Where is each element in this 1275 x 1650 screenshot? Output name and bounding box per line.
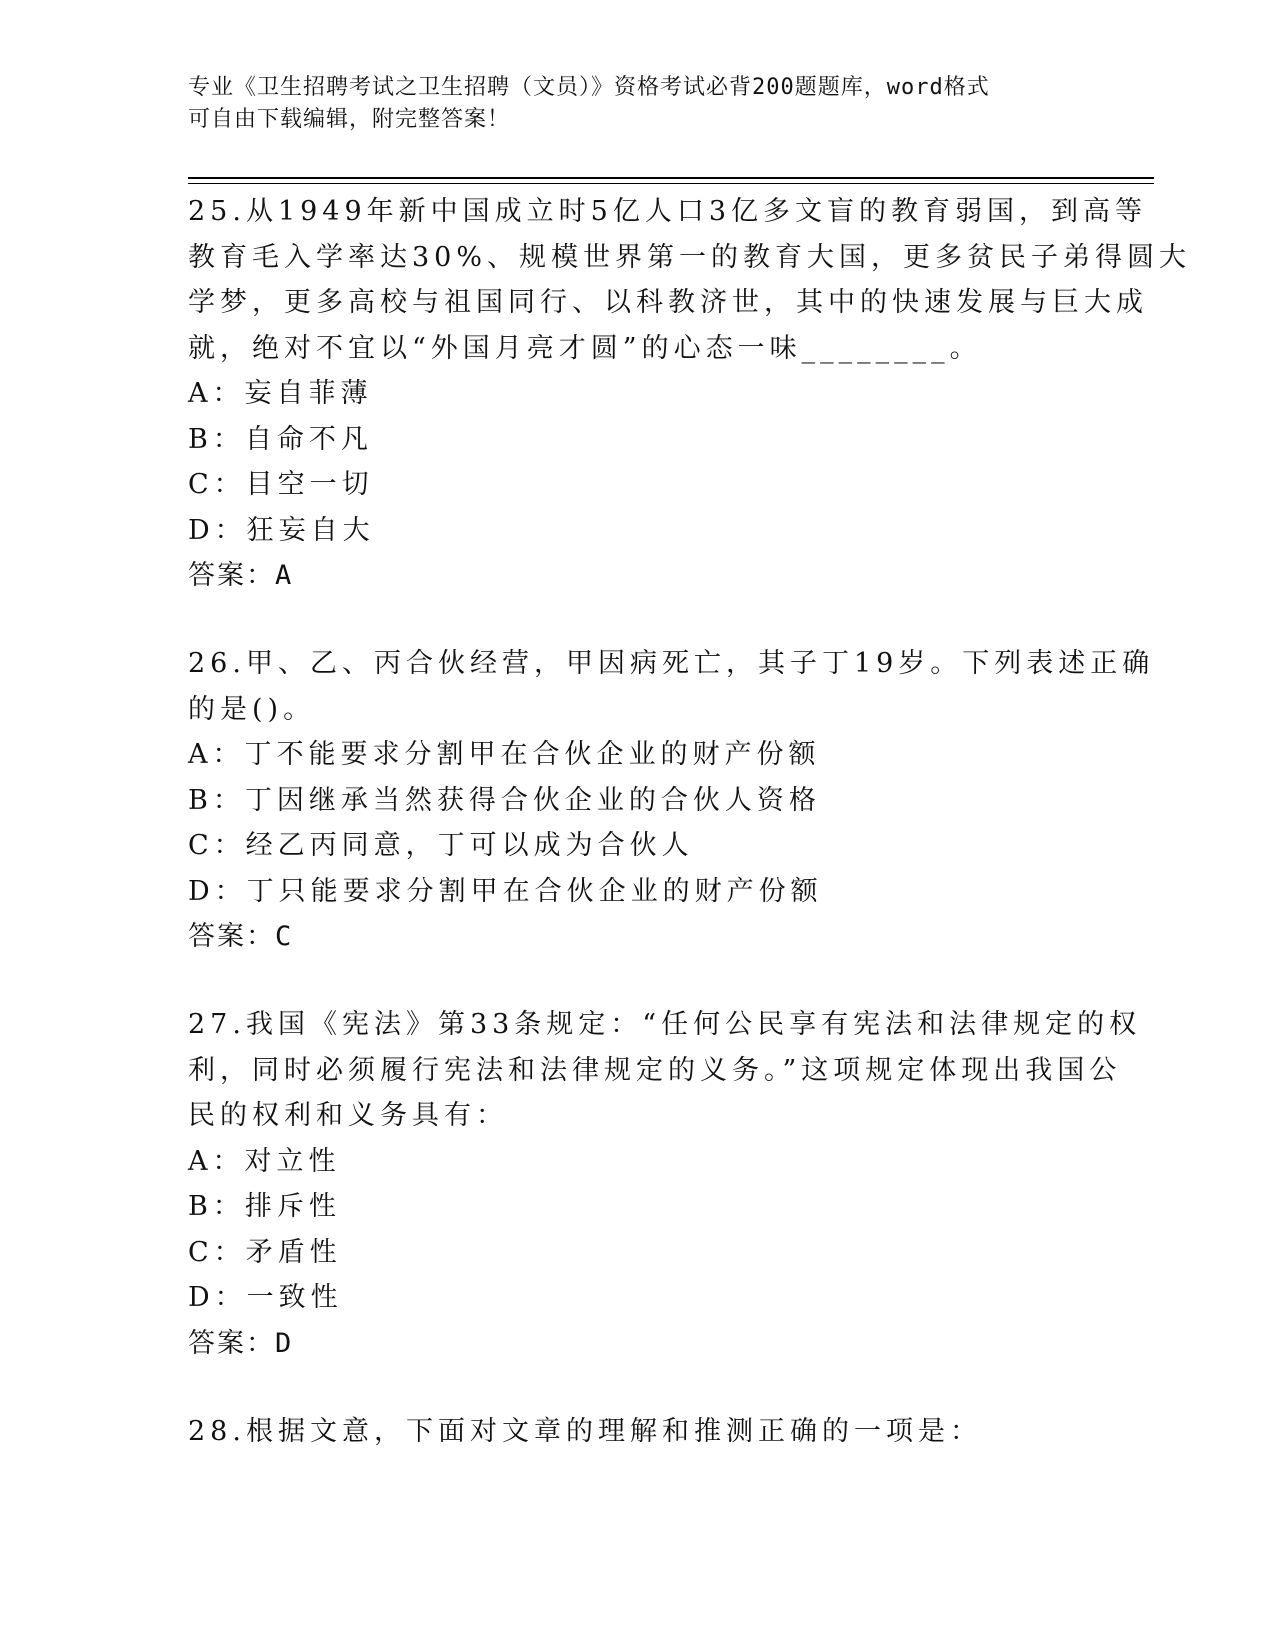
option-c: C：经乙丙同意，丁可以成为合伙人 (188, 830, 694, 861)
option-d: D：一致性 (188, 1282, 343, 1313)
header-divider-bottom (188, 183, 1154, 184)
question-stem-line: 25.从1949年新中国成立时5亿人口3亿多文盲的教育弱国，到高等 (188, 196, 1148, 227)
question-stem-line: 利，同时必须履行宪法和法律规定的义务。”这项规定体现出我国公 (188, 1054, 1122, 1086)
option-b: B：自命不凡 (188, 423, 373, 455)
option-d: D：丁只能要求分割甲在合伙企业的财产份额 (188, 875, 823, 907)
answer-label: 答案： (188, 921, 275, 952)
answer-value: C (275, 921, 294, 952)
question-28 (188, 1409, 1088, 1455)
option-d: D：狂妄自大 (188, 514, 375, 546)
answer-label: 答案： (188, 1327, 275, 1359)
question-27 (188, 1002, 1142, 1367)
answer-label: 答案： (188, 560, 275, 591)
question-stem-line: 就，绝对不宜以“外国月亮才圆”的心态一味________。 (188, 332, 982, 364)
answer-value: D (275, 1327, 294, 1359)
question-stem-line: 学梦，更多高校与祖国同行、以科教济世，其中的快速发展与巨大成 (188, 287, 1148, 318)
option-a: A：妄自菲薄 (188, 378, 373, 409)
answer-line (188, 1321, 1088, 1367)
option-a: A：丁不能要求分割甲在合伙企业的财产份额 (188, 739, 821, 770)
question-stem-line: 28.根据文意，下面对文章的理解和推测正确的一项是： (188, 1415, 982, 1447)
header-divider-top (188, 177, 1154, 179)
question-stem-line: 教育毛入学率达30%、规模世界第一的教育大国，更多贫民子弟得圆大 (188, 241, 1192, 273)
question-list (188, 189, 1192, 1496)
question-stem-line: 民的权利和义务具有： (188, 1100, 508, 1131)
question-26 (188, 641, 1155, 960)
header-line-1: 专业《卫生招聘考试之卫生招聘（文员）》资格考试必背200题题库，word格式 (188, 75, 990, 100)
document-header (188, 72, 1088, 136)
option-c: C：目空一切 (188, 469, 374, 500)
question-stem-line: 27.我国《宪法》第33条规定：“任何公民享有宪法和法律规定的权 (188, 1009, 1142, 1040)
question-stem-line: 的是()。 (188, 693, 316, 725)
question-25 (188, 189, 1192, 599)
answer-line (188, 914, 1088, 960)
answer-line (188, 553, 1088, 599)
question-stem-line: 26.甲、乙、丙合伙经营，甲因病死亡，其子丁19岁。下列表述正确 (188, 648, 1155, 679)
option-a: A：对立性 (188, 1145, 341, 1177)
header-line-2: 可自由下载编辑，附完整答案！ (188, 107, 511, 132)
option-b: B：排斥性 (188, 1191, 341, 1222)
option-b: B：丁因继承当然获得合伙企业的合伙人资格 (188, 784, 821, 816)
answer-value: A (275, 560, 294, 591)
option-c: C：矛盾性 (188, 1236, 342, 1268)
